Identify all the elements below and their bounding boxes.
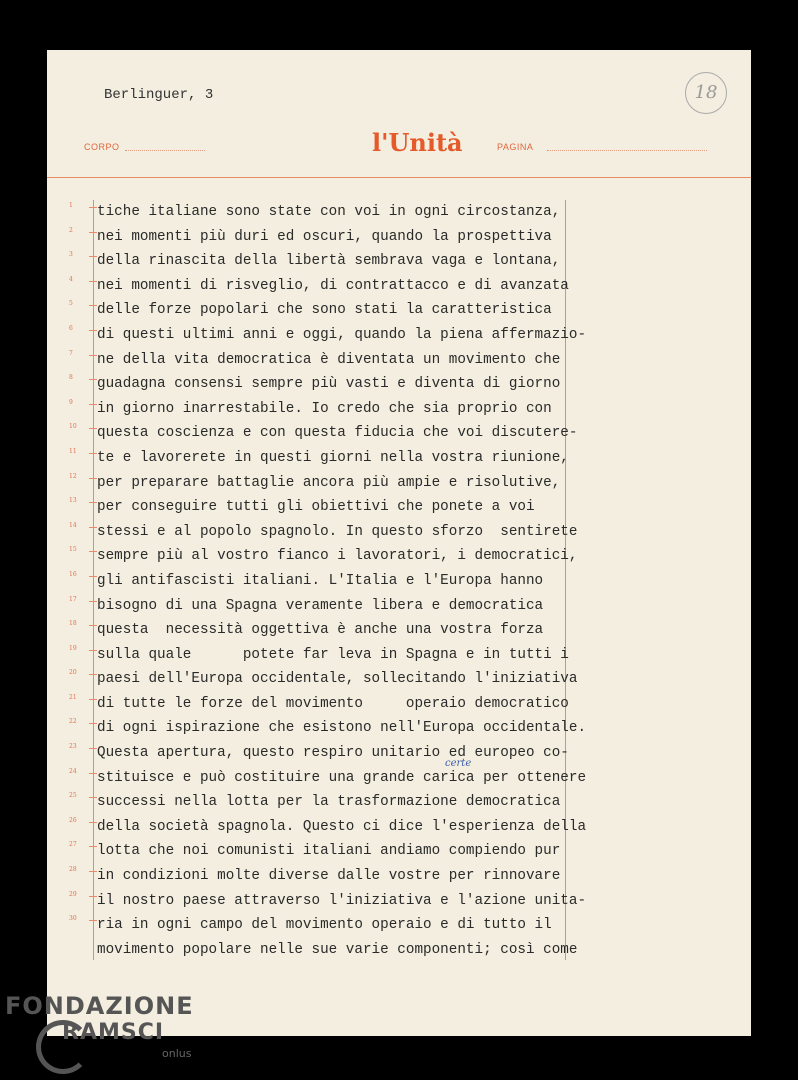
text-line: in condizioni molte diverse dalle vostre per rinnovare	[97, 868, 561, 885]
text-line: paesi dell'Europa occidentale, sollecitando l'iniziativa	[97, 671, 578, 688]
text-line: nei momenti di risveglio, di contrattacco e di avanzata	[97, 277, 569, 294]
watermark-line2: RAMSCI	[62, 1020, 165, 1045]
page-number-circle: 18	[685, 72, 727, 114]
text-line: ne della vita democratica è diventata un movimento che	[97, 351, 561, 368]
watermark-suffix: onlus	[162, 1047, 192, 1060]
line-number: 23	[69, 743, 77, 768]
line-number: 3	[69, 251, 77, 276]
line-number: 6	[69, 325, 77, 350]
line-number: 24	[69, 768, 77, 793]
text-line: delle forze popolari che sono stati la caratteristica	[97, 302, 552, 319]
text-line: sempre più al vostro fianco i lavoratori, i democratici,	[97, 548, 578, 565]
text-line: movimento popolare nelle sue varie componenti; così come	[97, 941, 578, 958]
text-line: successi nella lotta per la trasformazione democratica	[97, 794, 561, 811]
line-number-column	[69, 202, 77, 940]
text-line: stituisce e può costituire una grande carica per ottenere	[97, 769, 587, 786]
text-line: lotta che noi comunisti italiani andiamo compiendo pur	[97, 843, 561, 860]
line-number: 17	[69, 596, 77, 621]
text-line: per conseguire tutti gli obiettivi che ponete a voi	[97, 499, 535, 516]
line-number: 18	[69, 620, 77, 645]
line-number: 27	[69, 841, 77, 866]
line-number: 8	[69, 374, 77, 399]
line-number: 26	[69, 817, 77, 842]
handwritten-annotation: certe	[445, 758, 472, 769]
text-line: gli antifascisti italiani. L'Italia e l'Europa hanno	[97, 572, 544, 589]
text-line: stessi e al popolo spagnolo. In questo sforzo sentirete	[97, 523, 578, 540]
line-number: 28	[69, 866, 77, 891]
text-line: sulla quale potete far leva in Spagna e in tutti i	[97, 646, 569, 663]
text-line: tiche italiane sono state con voi in ogni circostanza,	[97, 204, 561, 220]
line-number: 15	[69, 546, 77, 571]
watermark-line1: FONDAZIONE	[5, 992, 194, 1020]
text-line: della società spagnola. Questo ci dice l'esperienza della	[97, 818, 587, 835]
text-line: questa necessità oggettiva è anche una vostra forza	[97, 622, 544, 639]
line-number: 7	[69, 350, 77, 375]
corpo-label: CORPO	[84, 142, 120, 152]
line-number: 5	[69, 300, 77, 325]
pagina-label: PAGINA	[497, 142, 534, 152]
line-number: 21	[69, 694, 77, 719]
line-number: 13	[69, 497, 77, 522]
text-line: Questa apertura, questo respiro unitario ed europeo co-	[97, 745, 569, 762]
line-number: 10	[69, 423, 77, 448]
text-line: questa coscienza e con questa fiducia che voi discutere-	[97, 425, 578, 442]
text-line: nei momenti più duri ed oscuri, quando la prospettiva	[97, 228, 552, 245]
line-number: 12	[69, 473, 77, 498]
text-line: della rinascita della libertà sembrava vaga e lontana,	[97, 253, 561, 270]
line-number: 29	[69, 891, 77, 916]
line-number: 2	[69, 227, 77, 252]
text-line: ria in ogni campo del movimento operaio e di tutto il	[97, 917, 552, 934]
line-number: 16	[69, 571, 77, 596]
document-page	[47, 50, 751, 1036]
text-line: di questi ultimi anni e oggi, quando la piena affermazio-	[97, 326, 587, 343]
line-number: 1	[69, 202, 77, 227]
line-number: 19	[69, 645, 77, 670]
line-number: 30	[69, 915, 77, 940]
document-code: Berlinguer, 3	[104, 87, 214, 103]
text-line: di ogni ispirazione che esistono nell'Europa occidentale.	[97, 720, 587, 737]
text-line: per preparare battaglie ancora più ampie e risolutive,	[97, 474, 561, 491]
line-number: 9	[69, 399, 77, 424]
text-line: in giorno inarrestabile. Io credo che sia proprio con	[97, 400, 552, 417]
corpo-dotted-line	[125, 150, 205, 151]
line-number: 4	[69, 276, 77, 301]
line-number: 11	[69, 448, 77, 473]
text-line: bisogno di una Spagna veramente libera e democratica	[97, 597, 544, 614]
text-line: di tutte le forze del movimento operaio democratico	[97, 695, 569, 712]
line-number: 25	[69, 792, 77, 817]
text-line: guadagna consensi sempre più vasti e diventa di giorno	[97, 376, 561, 393]
line-number: 20	[69, 669, 77, 694]
line-number: 14	[69, 522, 77, 547]
header-rule	[47, 177, 751, 178]
text-line: il nostro paese attraverso l'iniziativa e l'azione unita-	[97, 892, 587, 909]
pagina-dotted-line	[547, 150, 707, 151]
brand-logo: l'Unità	[372, 128, 463, 157]
typed-text-body	[97, 200, 586, 962]
text-line: te e lavorerete in questi giorni nella vostra riunione,	[97, 449, 569, 466]
line-number: 22	[69, 718, 77, 743]
